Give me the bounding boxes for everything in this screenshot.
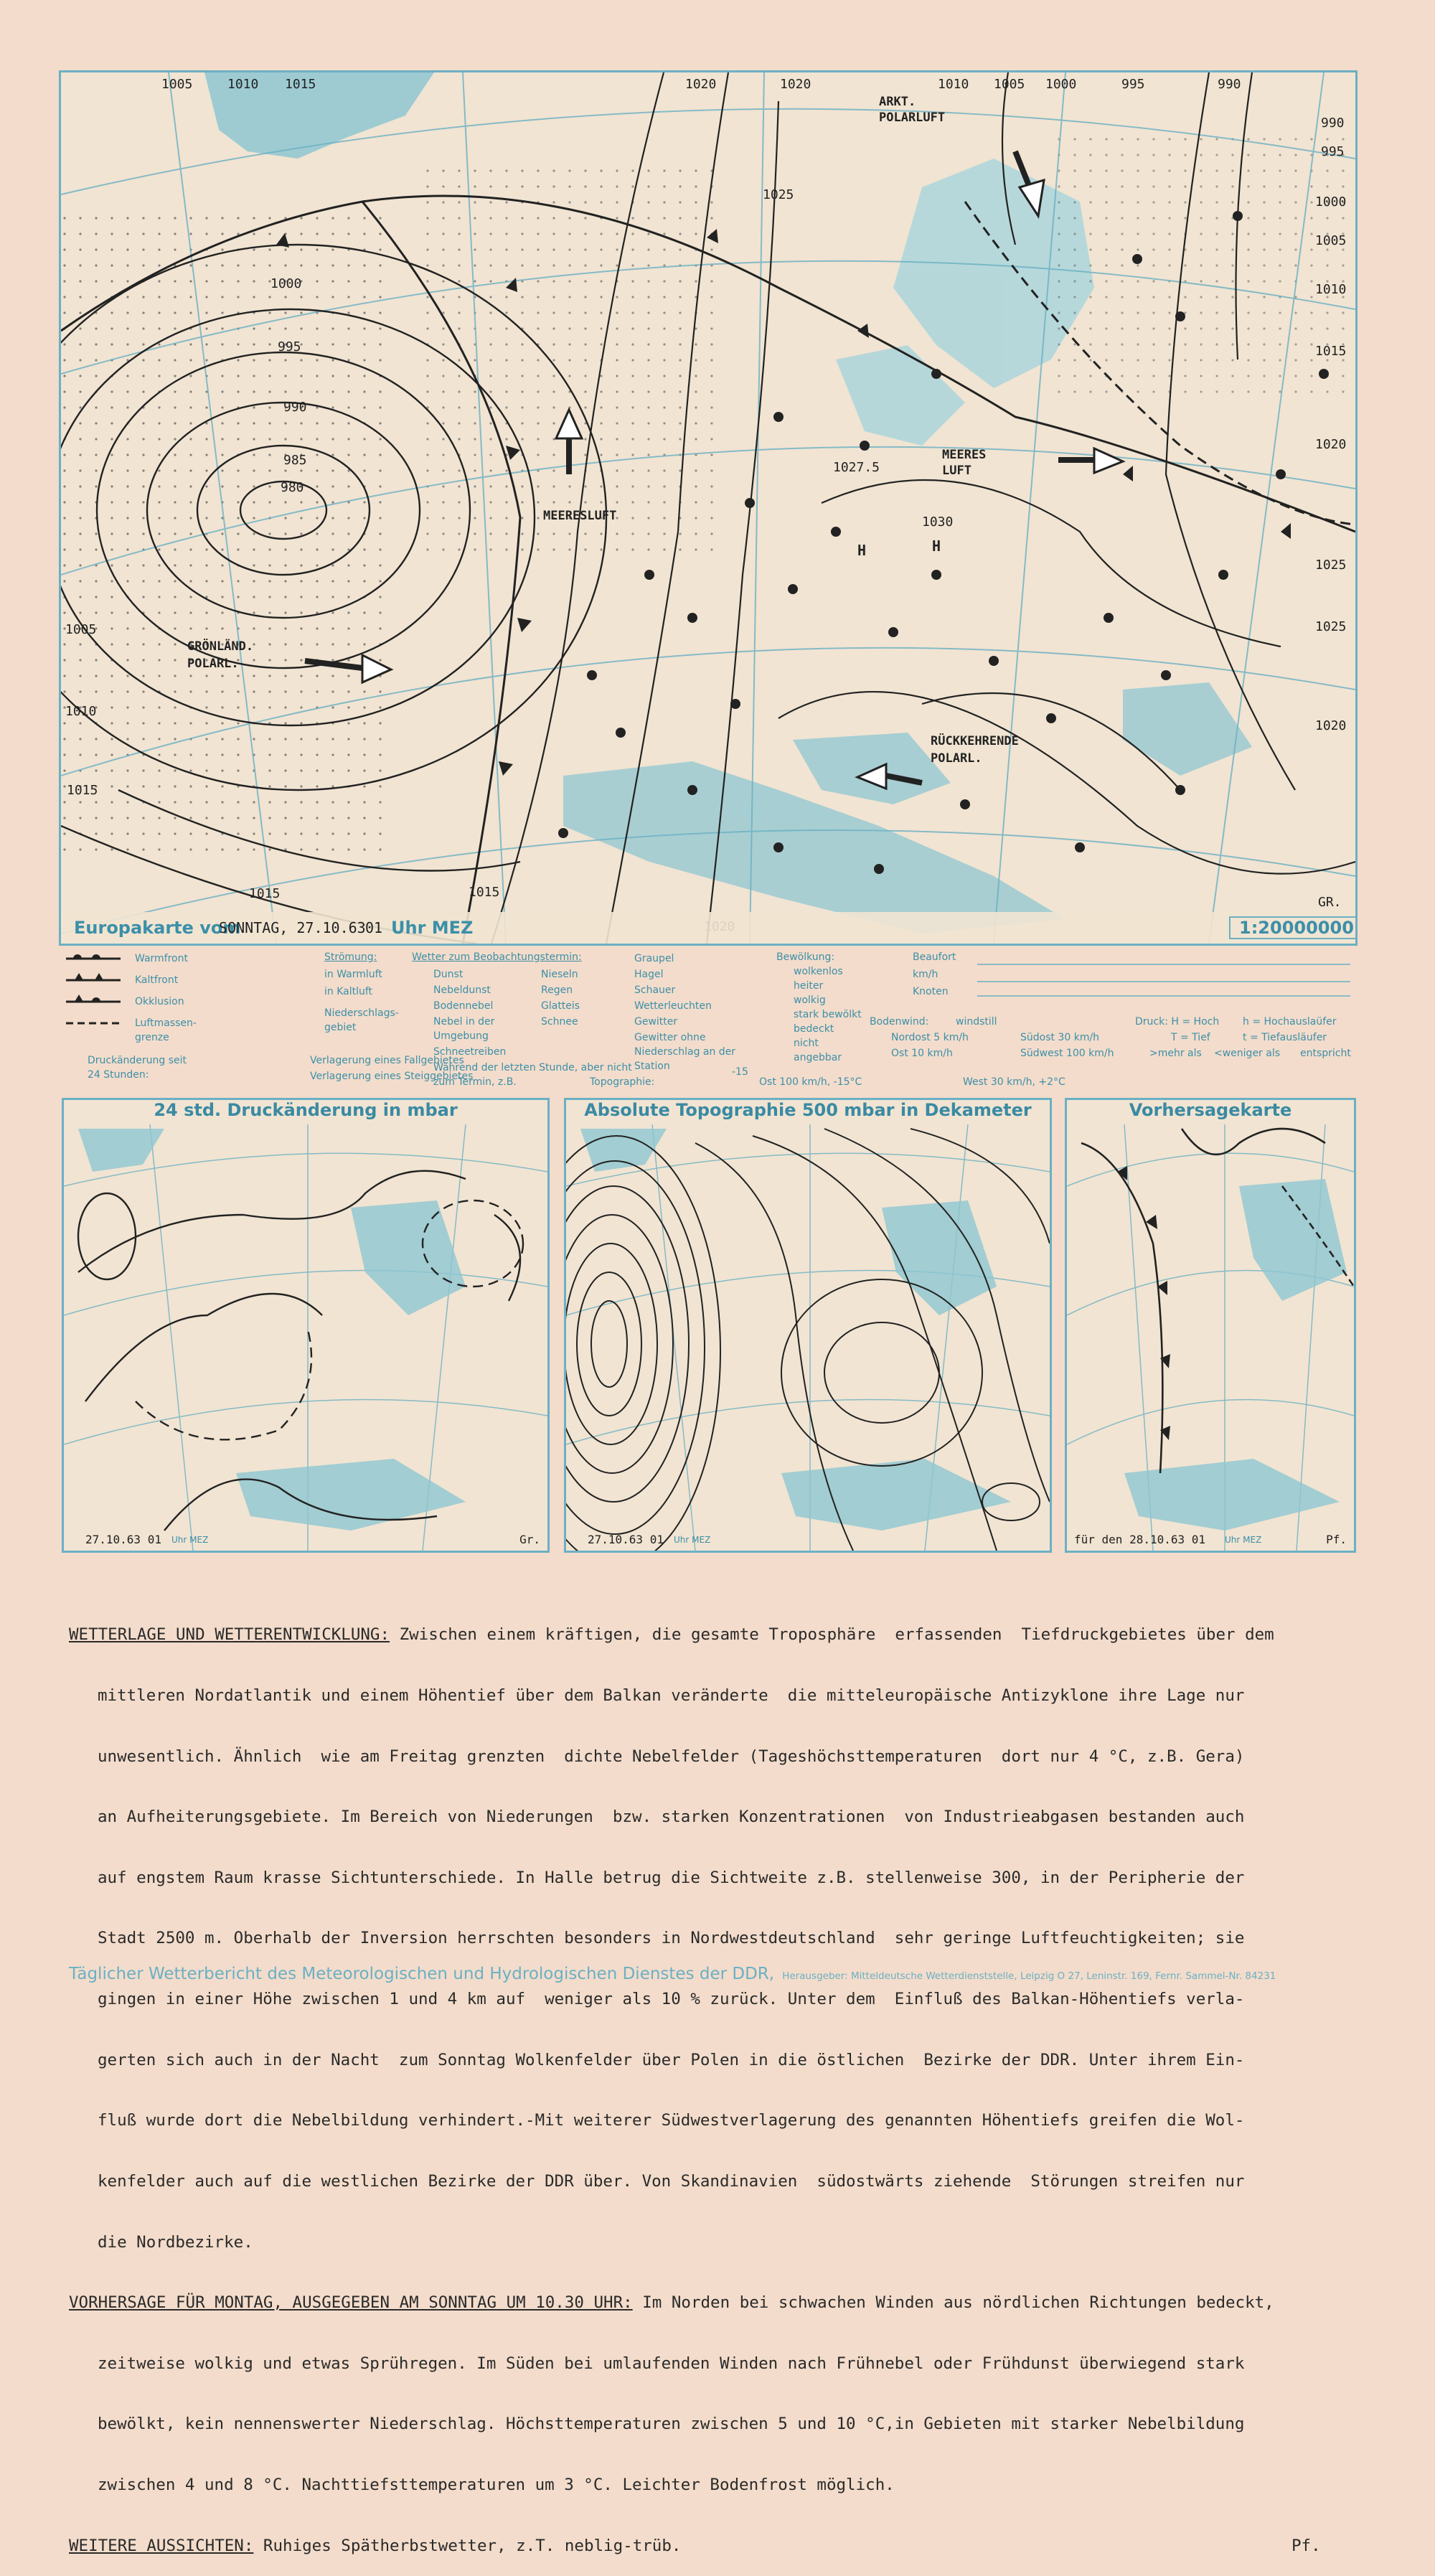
small-map-date: 27.10.63 01: [85, 1533, 161, 1546]
section-aussichten: [69, 2536, 1363, 2556]
text-line: zeitweise wolkig und etwas Sprühregen. Im Süden bei umlaufenden Winden nach Frühnebel oder Frühdunst überwiegend stark: [98, 2354, 1245, 2373]
legend-beaufort-label: Beaufort: [913, 951, 956, 963]
isobar-label: 1005: [65, 622, 97, 637]
text-line: an Aufheiterungsgebiete. Im Bereich von Niederungen bzw. starken Konzentrationen von Industrieabgasen bestanden auch: [98, 1808, 1245, 1827]
small-map-title: Absolute Topographie 500 mbar in Dekameter: [584, 1100, 1032, 1120]
legend-schauer: Schauer: [634, 984, 676, 996]
map-scale: 1:20000000: [1229, 916, 1358, 939]
legend-fallgebiet: Verlagerung eines Fallgebietes: [310, 1055, 464, 1066]
isobar-label: 1005: [161, 77, 193, 92]
isobar-label: 1005: [994, 77, 1025, 92]
legend-bodennebel: Bodennebel: [433, 1000, 494, 1012]
legend-stroemung-title: Strömung:: [324, 951, 377, 963]
legend-wetterleuchten: Wetterleuchten: [634, 1000, 712, 1012]
text-line: bewölkt, kein nennenswerter Niederschlag. Höchsttemperaturen zwischen 5 und 10 °C,in Gebieten mit starker Nebelbildung: [98, 2415, 1245, 2434]
legend-warmfront: Warmfront: [135, 953, 188, 964]
legend-luftmassengrenze: Luftmassen-grenze: [135, 1017, 197, 1043]
small-map-date: 27.10.63 01: [588, 1533, 664, 1546]
main-map-title: Europakarte vom: [74, 918, 241, 938]
heading-aussichten: WEITERE AUSSICHTEN:: [69, 2536, 254, 2555]
legend-topographie-minus15: -15: [732, 1066, 748, 1078]
legend-wolkig: wolkig: [794, 995, 826, 1006]
isobar-label: 990: [1218, 77, 1241, 92]
legend-letzte-stunde: Während der letzten Stunde, aber nicht zum Termin, z.B.: [433, 1062, 632, 1088]
legend-steiggebiet: Verlagerung eines Steiggebietes: [310, 1071, 474, 1082]
isobar-label: 1000: [270, 276, 302, 291]
heading-vorhersage: VORHERSAGE FÜR MONTAG, AUSGEGEBEN AM SONNTAG UM 10.30 UHR:: [69, 2293, 633, 2313]
legend-druckaenderung-label: Druckänderung seit 24 Stunden:: [88, 1055, 187, 1081]
legend-knoten-label: Knoten: [913, 986, 949, 997]
text-line: Im Norden bei schwachen Winden aus nördlichen Richtungen bedeckt,: [632, 2293, 1274, 2313]
report-signature: Pf.: [1292, 2536, 1321, 2555]
legend-schnee: Schnee: [541, 1016, 578, 1028]
legend-hagel: Hagel: [634, 969, 664, 980]
high-pressure-marker: H: [857, 542, 867, 559]
legend-okklusion: Okklusion: [135, 996, 184, 1007]
footer: [69, 1965, 1360, 1983]
map-signature: GR.: [1318, 895, 1342, 910]
text-line: Stadt 2500 m. Oberhalb der Inversion herrschten besonders in Nordwestdeutschland sehr geringe Luftfeuchtigkeiten; sie: [98, 1929, 1245, 1948]
legend-gewitter: Gewitter: [634, 1016, 678, 1028]
text-line: Zwischen einem kräftigen, die gesamte Troposphäre erfassenden Tiefdruckgebietes über dem: [390, 1625, 1274, 1645]
airmass-label: GRÖNLÄND. POLARL.: [187, 639, 254, 671]
isobar-label: 1000: [1045, 77, 1077, 92]
isobar-label: 1015: [1315, 344, 1347, 359]
high-pressure-marker: H: [932, 537, 941, 555]
airmass-label: MEERES LUFT: [942, 448, 987, 478]
small-map-signature: Pf.: [1326, 1533, 1347, 1546]
isobar-label: 995: [1121, 77, 1145, 92]
small-map-unit: Uhr MEZ: [1225, 1535, 1262, 1545]
small-map-unit: Uhr MEZ: [674, 1535, 711, 1545]
text-line: gerten sich auch in der Nacht zum Sonntag Wolkenfelder über Polen in die östlichen Bezirke der DDR. Unter ihrem Ein-: [98, 2050, 1245, 2069]
isobar-label: 1015: [469, 885, 500, 900]
main-map-time: 01: [365, 919, 383, 936]
isobar-label: 1025: [1315, 558, 1347, 573]
legend-gewitter-ohne: Gewitter ohne Niederschlag an der Station: [634, 1032, 736, 1072]
airmass-label: RÜCKKEHRENDE POLARL.: [931, 734, 1019, 766]
small-map-unit: Uhr MEZ: [171, 1535, 209, 1545]
section-vorhersage: [69, 2293, 1363, 2313]
isobar-label: 980: [281, 480, 304, 495]
legend-druck-hoch: Druck: H = Hoch: [1135, 1016, 1220, 1028]
text-line: zwischen 4 und 8 °C. Nachttiefsttemperaturen um 3 °C. Leichter Bodenfrost möglich.: [98, 2475, 895, 2494]
legend-nebel-umgebung: Nebel in der Umgebung: [433, 1016, 495, 1042]
legend-kaltluft: in Kaltluft: [324, 986, 373, 997]
legend-dunst: Dunst: [433, 969, 464, 980]
map-forecast: [1065, 1098, 1356, 1553]
high-pressure-value: 1027.5: [833, 460, 880, 475]
text-line: unwesentlich. Ähnlich wie am Freitag grenzten dichte Nebelfelder (Tageshöchsttemperaturen dort nur 4 °C, z.B. Gera): [98, 1747, 1245, 1766]
mediterranean-sea: [563, 682, 1252, 934]
legend-nieseln: Nieseln: [541, 969, 578, 980]
legend-wetter-title: Wetter zum Beobachtungstermin:: [412, 951, 582, 963]
small-map-signature: Gr.: [519, 1533, 540, 1546]
legend-graupel: Graupel: [634, 953, 674, 964]
isobar-label: 1020: [685, 77, 717, 92]
small-map-title: 24 std. Druckänderung in mbar: [154, 1100, 458, 1120]
legend-topographie-ost: Ost 100 km/h, -15°C: [759, 1076, 862, 1088]
text-line: die Nordbezirke.: [98, 2232, 253, 2252]
text-line: fluß wurde dort die Nebelbildung verhindert.-Mit weiterer Südwestverlagerung des genannten Höhentiefs greifen die Wol-: [98, 2111, 1245, 2130]
map-500mbar-topography: [564, 1098, 1052, 1553]
main-map-time-unit: Uhr MEZ: [391, 918, 474, 938]
legend-warmluft: in Warmluft: [324, 969, 382, 980]
section-wetterlage: [69, 1625, 1363, 1645]
heading-wetterlage: WETTERLAGE UND WETTERENTWICKLUNG:: [69, 1625, 390, 1645]
map-24h-pressure-change: [62, 1098, 550, 1553]
europe-main-map: [59, 70, 1358, 946]
isobar-label: 995: [278, 339, 301, 354]
legend-glatteis: Glatteis: [541, 1000, 580, 1012]
legend-suedwest: Südwest 100 km/h: [1020, 1048, 1114, 1059]
isobar-label: 990: [283, 400, 307, 415]
legend-regen: Regen: [541, 984, 573, 996]
legend-wolkenlos: wolkenlos: [794, 966, 843, 977]
legend-mehr-als: >mehr als: [1149, 1048, 1202, 1059]
legend-tiefauslaeufer: t = Tiefausläufer: [1243, 1032, 1327, 1043]
text-line: gingen in einer Höhe zwischen 1 und 4 km auf weniger als 10 % zurück. Unter dem Einfluß des Balkan-Höhentiefs verla-: [98, 1990, 1245, 2009]
footer-publisher: Herausgeber: Mitteldeutsche Wetterdienststelle, Leipzig O 27, Leninstr. 169, Fernr. Sammel-Nr. 84231: [782, 1970, 1276, 1982]
airmass-label: ARKT. POLARLUFT: [879, 95, 946, 125]
legend-bodenwind-title: Bodenwind:: [870, 1016, 929, 1028]
text-line: auf engstem Raum krasse Sichtunterschiede. In Halle betrug die Sichtweite z.B. stellenweise 300, in der Peripherie der: [98, 1868, 1245, 1887]
high-pressure-value: 1030: [922, 514, 954, 530]
isobar-label: 1010: [938, 77, 969, 92]
text-line: Ruhiges Spätherbstwetter, z.T. neblig-trüb.: [253, 2536, 682, 2555]
isobar-label: 1020: [1315, 437, 1347, 452]
isobar-label: 1020: [780, 77, 811, 92]
isobar-label: 1005: [1315, 233, 1347, 248]
legend-kaltfront: Kaltfront: [135, 974, 179, 986]
isobar-label: 1015: [249, 886, 281, 901]
isobar-label: 1010: [1315, 282, 1347, 297]
legend-nordost: Nordost 5 km/h: [891, 1032, 969, 1043]
isobar-label: 1000: [1315, 194, 1347, 210]
legend-topographie-west: West 30 km/h, +2°C: [963, 1076, 1065, 1088]
legend-windstill: windstill: [956, 1016, 997, 1028]
isobar-label: 1010: [65, 704, 97, 719]
isobar-label: 990: [1321, 116, 1345, 131]
legend-heiter: heiter: [794, 980, 824, 992]
main-map-drawing: [61, 72, 1355, 944]
legend-niederschlag: Niederschlags-gebiet: [324, 1007, 399, 1033]
isobar-label: 995: [1321, 144, 1345, 159]
isobar-label: 1015: [67, 783, 98, 798]
main-map-date: SONNTAG, 27.10.63: [219, 919, 366, 936]
legend-ost: Ost 10 km/h: [891, 1048, 953, 1059]
text-line: mittleren Nordatlantik und einem Höhentief über dem Balkan veränderte die mitteleuropäische Antizyklone ihre Lage nur: [98, 1686, 1245, 1706]
main-map-title-bar: [61, 895, 1355, 944]
legend-entspricht: entspricht: [1300, 1048, 1351, 1059]
small-map-title: Vorhersagekarte: [1129, 1100, 1292, 1120]
legend-schneetreiben: Schneetreiben: [433, 1046, 507, 1058]
isobar-label: 1020: [1315, 718, 1347, 733]
legend-topographie-label: Topographie:: [590, 1076, 655, 1088]
legend-bewoelkung-title: Bewölkung:: [776, 951, 835, 963]
legend-nicht-angebbar: nicht angebbar: [794, 1038, 842, 1063]
legend-hochauslaeufer: h = Hochauslaüfer: [1243, 1016, 1337, 1028]
legend-weniger-als: <weniger als: [1214, 1048, 1281, 1059]
legend-kmh-label: km/h: [913, 969, 938, 980]
isobar-label: 1010: [227, 77, 259, 92]
isobar-label: 985: [283, 453, 307, 468]
legend-stark-bewoelkt: stark bewölkt: [794, 1009, 862, 1020]
footer-title: Täglicher Wetterbericht des Meteorologischen und Hydrologischen Dienstes der DDR,: [69, 1965, 775, 1983]
text-line: kenfelder auch auf die westlichen Bezirke der DDR über. Von Skandinavien südostwärts ziehende Störungen streifen nur: [98, 2171, 1245, 2191]
map-legend: [59, 946, 1358, 1096]
weather-report-text: [69, 1584, 1363, 2576]
isobar-label: 1025: [763, 187, 794, 202]
airmass-label: MEERESLUFT: [543, 509, 617, 523]
isobar-label: 1025: [1315, 619, 1347, 634]
legend-tief: T = Tief: [1171, 1032, 1210, 1043]
small-map-date: für den 28.10.63 01: [1074, 1533, 1206, 1546]
isobar-label: 1015: [285, 77, 316, 92]
legend-nebeldunst: Nebeldunst: [433, 984, 491, 996]
legend-bedeckt: bedeckt: [794, 1023, 834, 1035]
legend-suedost: Südost 30 km/h: [1020, 1032, 1100, 1043]
